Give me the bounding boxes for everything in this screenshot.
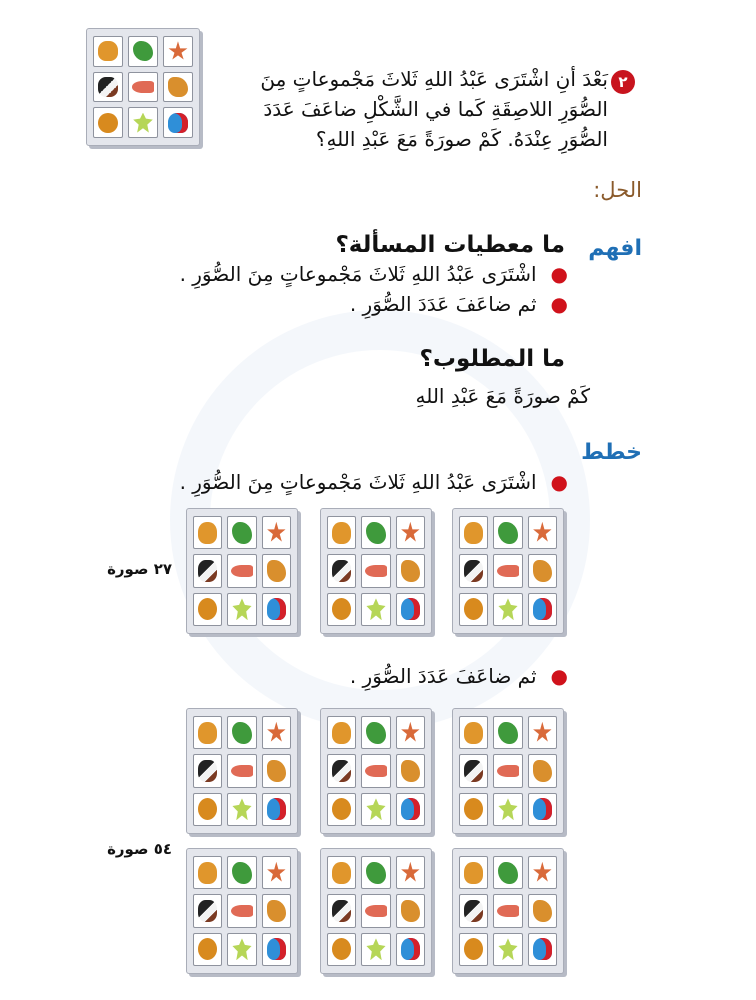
bird-icon xyxy=(227,933,256,966)
elephant-icon xyxy=(262,793,291,826)
bird-icon xyxy=(361,593,390,626)
panda-icon xyxy=(459,894,488,927)
panda-icon xyxy=(327,894,356,927)
lion-icon xyxy=(459,593,488,626)
frog-icon xyxy=(493,856,522,889)
frog-icon xyxy=(493,516,522,549)
solution-label: الحل: xyxy=(593,178,642,202)
starfish-icon xyxy=(528,856,557,889)
elephant-icon xyxy=(528,793,557,826)
fish-icon xyxy=(128,72,158,103)
lion-icon xyxy=(193,793,222,826)
sticker-sheet-question xyxy=(86,28,200,146)
starfish-icon xyxy=(396,856,425,889)
understand-label: افهم xyxy=(588,236,642,261)
lion-icon xyxy=(93,107,123,138)
count-54: ٥٤ صورة xyxy=(107,840,172,858)
elephant-icon xyxy=(528,593,557,626)
required-text: كَمْ صورَةً مَعَ عَبْدِ اللهِ xyxy=(415,384,590,408)
bird-icon xyxy=(128,107,158,138)
frog-icon xyxy=(227,716,256,749)
cat-icon xyxy=(528,554,557,587)
bear-icon xyxy=(193,516,222,549)
starfish-icon xyxy=(396,716,425,749)
cat-icon xyxy=(262,894,291,927)
cat-icon xyxy=(163,72,193,103)
fish-icon xyxy=(493,554,522,587)
cat-icon xyxy=(528,894,557,927)
bird-icon xyxy=(361,933,390,966)
panda-icon xyxy=(93,72,123,103)
count-27: ٢٧ صورة xyxy=(107,560,172,578)
cat-icon xyxy=(528,754,557,787)
bird-icon xyxy=(493,933,522,966)
fish-icon xyxy=(227,554,256,587)
given-heading: ما معطيات المسألة؟ xyxy=(335,232,565,258)
bear-icon xyxy=(327,516,356,549)
bird-icon xyxy=(493,793,522,826)
frog-icon xyxy=(227,856,256,889)
bird-icon xyxy=(361,793,390,826)
cat-icon xyxy=(396,894,425,927)
cat-icon xyxy=(262,554,291,587)
elephant-icon xyxy=(396,793,425,826)
sticker-sheet xyxy=(320,508,432,634)
frog-icon xyxy=(493,716,522,749)
starfish-icon xyxy=(396,516,425,549)
lion-icon xyxy=(193,593,222,626)
fish-icon xyxy=(493,754,522,787)
elephant-icon xyxy=(262,933,291,966)
lion-icon xyxy=(459,793,488,826)
sticker-sheet xyxy=(452,848,564,974)
bear-icon xyxy=(193,716,222,749)
elephant-icon xyxy=(528,933,557,966)
frog-icon xyxy=(227,516,256,549)
frog-icon xyxy=(361,856,390,889)
required-heading: ما المطلوب؟ xyxy=(419,346,565,372)
elephant-icon xyxy=(396,593,425,626)
elephant-icon xyxy=(396,933,425,966)
bear-icon xyxy=(327,716,356,749)
plan-step-1: ●اشْتَرَى عَبْدُ اللهِ ثَلاثَ مَجْموعاتٍ مِنَ الصُّوَرِ . xyxy=(179,470,568,494)
starfish-icon xyxy=(262,716,291,749)
starfish-icon xyxy=(262,856,291,889)
panda-icon xyxy=(327,754,356,787)
cat-icon xyxy=(396,754,425,787)
starfish-icon xyxy=(528,516,557,549)
panda-icon xyxy=(327,554,356,587)
bird-icon xyxy=(227,593,256,626)
bird-icon xyxy=(227,793,256,826)
cat-icon xyxy=(262,754,291,787)
sticker-sheet xyxy=(320,848,432,974)
fish-icon xyxy=(361,754,390,787)
sticker-sheet xyxy=(320,708,432,834)
sticker-sheet xyxy=(452,508,564,634)
frog-icon xyxy=(128,36,158,67)
starfish-icon xyxy=(262,516,291,549)
lion-icon xyxy=(327,593,356,626)
starfish-icon xyxy=(163,36,193,67)
bear-icon xyxy=(459,856,488,889)
panda-icon xyxy=(193,754,222,787)
bear-icon xyxy=(193,856,222,889)
bear-icon xyxy=(459,516,488,549)
lion-icon xyxy=(193,933,222,966)
frog-icon xyxy=(361,516,390,549)
bear-icon xyxy=(459,716,488,749)
elephant-icon xyxy=(262,593,291,626)
panda-icon xyxy=(459,554,488,587)
bear-icon xyxy=(93,36,123,67)
bird-icon xyxy=(493,593,522,626)
starfish-icon xyxy=(528,716,557,749)
panda-icon xyxy=(193,894,222,927)
given-item-1: ●اشْتَرَى عَبْدُ اللهِ ثَلاثَ مَجْموعاتٍ مِنَ الصُّوَرِ . xyxy=(179,262,568,286)
lion-icon xyxy=(459,933,488,966)
elephant-icon xyxy=(163,107,193,138)
panda-icon xyxy=(193,554,222,587)
plan-step-2: ●ثم ضاعَفَ عَدَدَ الصُّوَرِ . xyxy=(349,664,568,688)
sticker-sheet xyxy=(452,708,564,834)
bear-icon xyxy=(327,856,356,889)
plan-label: خطط xyxy=(581,440,642,465)
given-item-2: ●ثم ضاعَفَ عَدَدَ الصُّوَرِ . xyxy=(349,292,568,316)
frog-icon xyxy=(361,716,390,749)
sticker-sheet xyxy=(186,848,298,974)
fish-icon xyxy=(227,754,256,787)
fish-icon xyxy=(361,554,390,587)
fish-icon xyxy=(227,894,256,927)
fish-icon xyxy=(361,894,390,927)
panda-icon xyxy=(459,754,488,787)
sticker-sheet xyxy=(186,508,298,634)
lion-icon xyxy=(327,933,356,966)
question-text: بَعْدَ أنِ اشْتَرَى عَبْدُ اللهِ ثَلاثَ مَجْموعاتٍ مِنَ الصُّوَرِ اللاصِقَةِ كَما في الشَّكْلِ ضاعَفَ عَدَدَ الصُّوَرِ عِنْدَهُ. كَمْ صورَةً مَعَ عَبْدِ اللهِ؟ xyxy=(260,67,608,151)
sticker-sheet xyxy=(186,708,298,834)
cat-icon xyxy=(396,554,425,587)
lion-icon xyxy=(327,793,356,826)
question-number: ٢ xyxy=(611,70,635,94)
fish-icon xyxy=(493,894,522,927)
